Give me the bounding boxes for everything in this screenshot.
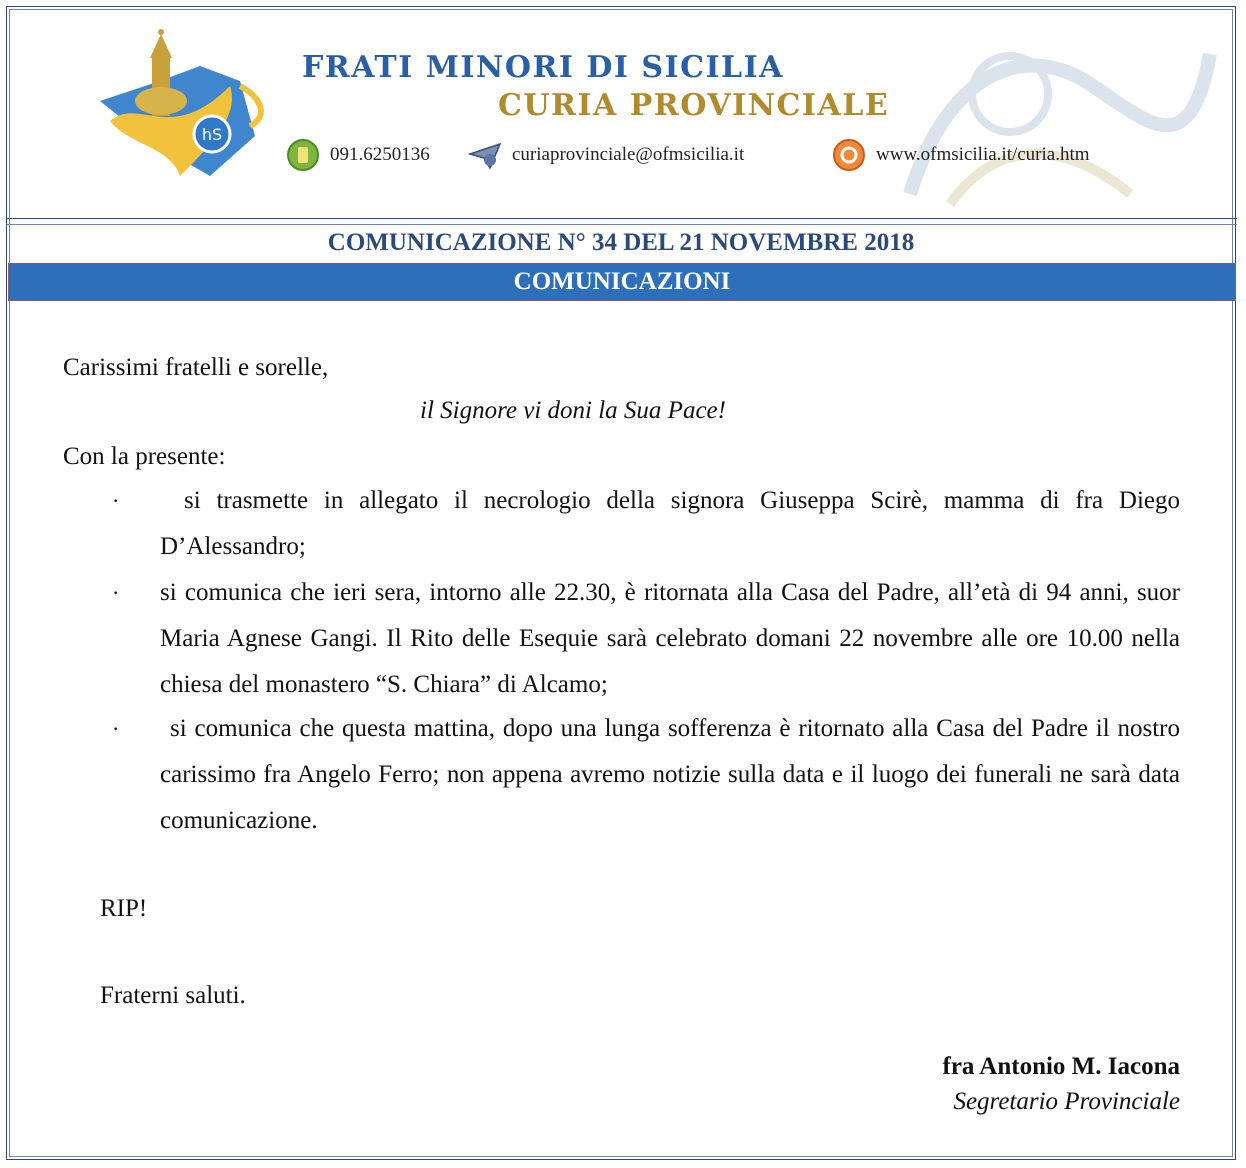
decorative-background [890,24,1220,214]
contact-website [832,138,1090,172]
phone-icon [286,138,320,172]
rip-text: RIP! [100,895,148,922]
bullet-marker: · [112,716,120,741]
header-divider [7,218,1237,219]
closing-text: Fraterni saluti. [100,982,246,1009]
org-name: FRATI MINORI DI SICILIA [302,50,784,85]
ofm-sicilia-logo [90,26,280,186]
email-icon [468,138,502,172]
header-divider-inner [7,224,1237,225]
intro: Con la presente: [63,443,226,470]
contact-phone [286,138,430,172]
phone-text: 091.6250136 [330,144,430,165]
org-subtitle: CURIA PROVINCIALE [498,88,890,123]
bullet-marker: · [112,488,120,513]
section-bar: COMUNICAZIONI [8,263,1236,301]
contact-email [468,138,744,172]
website-text: www.ofmsicilia.it/curia.htm [876,144,1090,165]
email-text: curiaprovinciale@ofmsicilia.it [512,144,745,165]
signature-name: fra Antonio M. Iacona [942,1053,1180,1080]
list-item: si trasmette in allegato il necrologio della signora Giuseppa Scirè, mamma di fra Diego D’Alessandro; [160,487,1180,560]
signature-role: Segretario Provinciale [953,1088,1180,1115]
blessing: il Signore vi doni la Sua Pace! [420,397,726,424]
bullet-marker: · [112,580,120,605]
svg-text:hS: hS [201,125,223,144]
list-item: si comunica che ieri sera, intorno alle 22.30, è ritornata alla Casa del Padre, all’età di 94 anni, suor Maria Agnese Gangi. Il Rito delle Esequie sarà celebrato domani 22 novembre alle ore 10.00 nella chiesa del monastero “S. Chiara” di Alcamo; [160,579,1180,698]
list-item: si comunica che questa mattina, dopo una lunga sofferenza è ritornato alla Casa del Padre il nostro carissimo fra Angelo Ferro; non appena avremo notizie sulla data e il luogo dei funerali ne sarà data comunicazione. [160,715,1180,834]
communication-title: COMUNICAZIONE N° 34 DEL 21 NOVEMBRE 2018 [327,229,915,256]
greeting: Carissimi fratelli e sorelle, [63,354,329,381]
globe-icon [832,138,866,172]
